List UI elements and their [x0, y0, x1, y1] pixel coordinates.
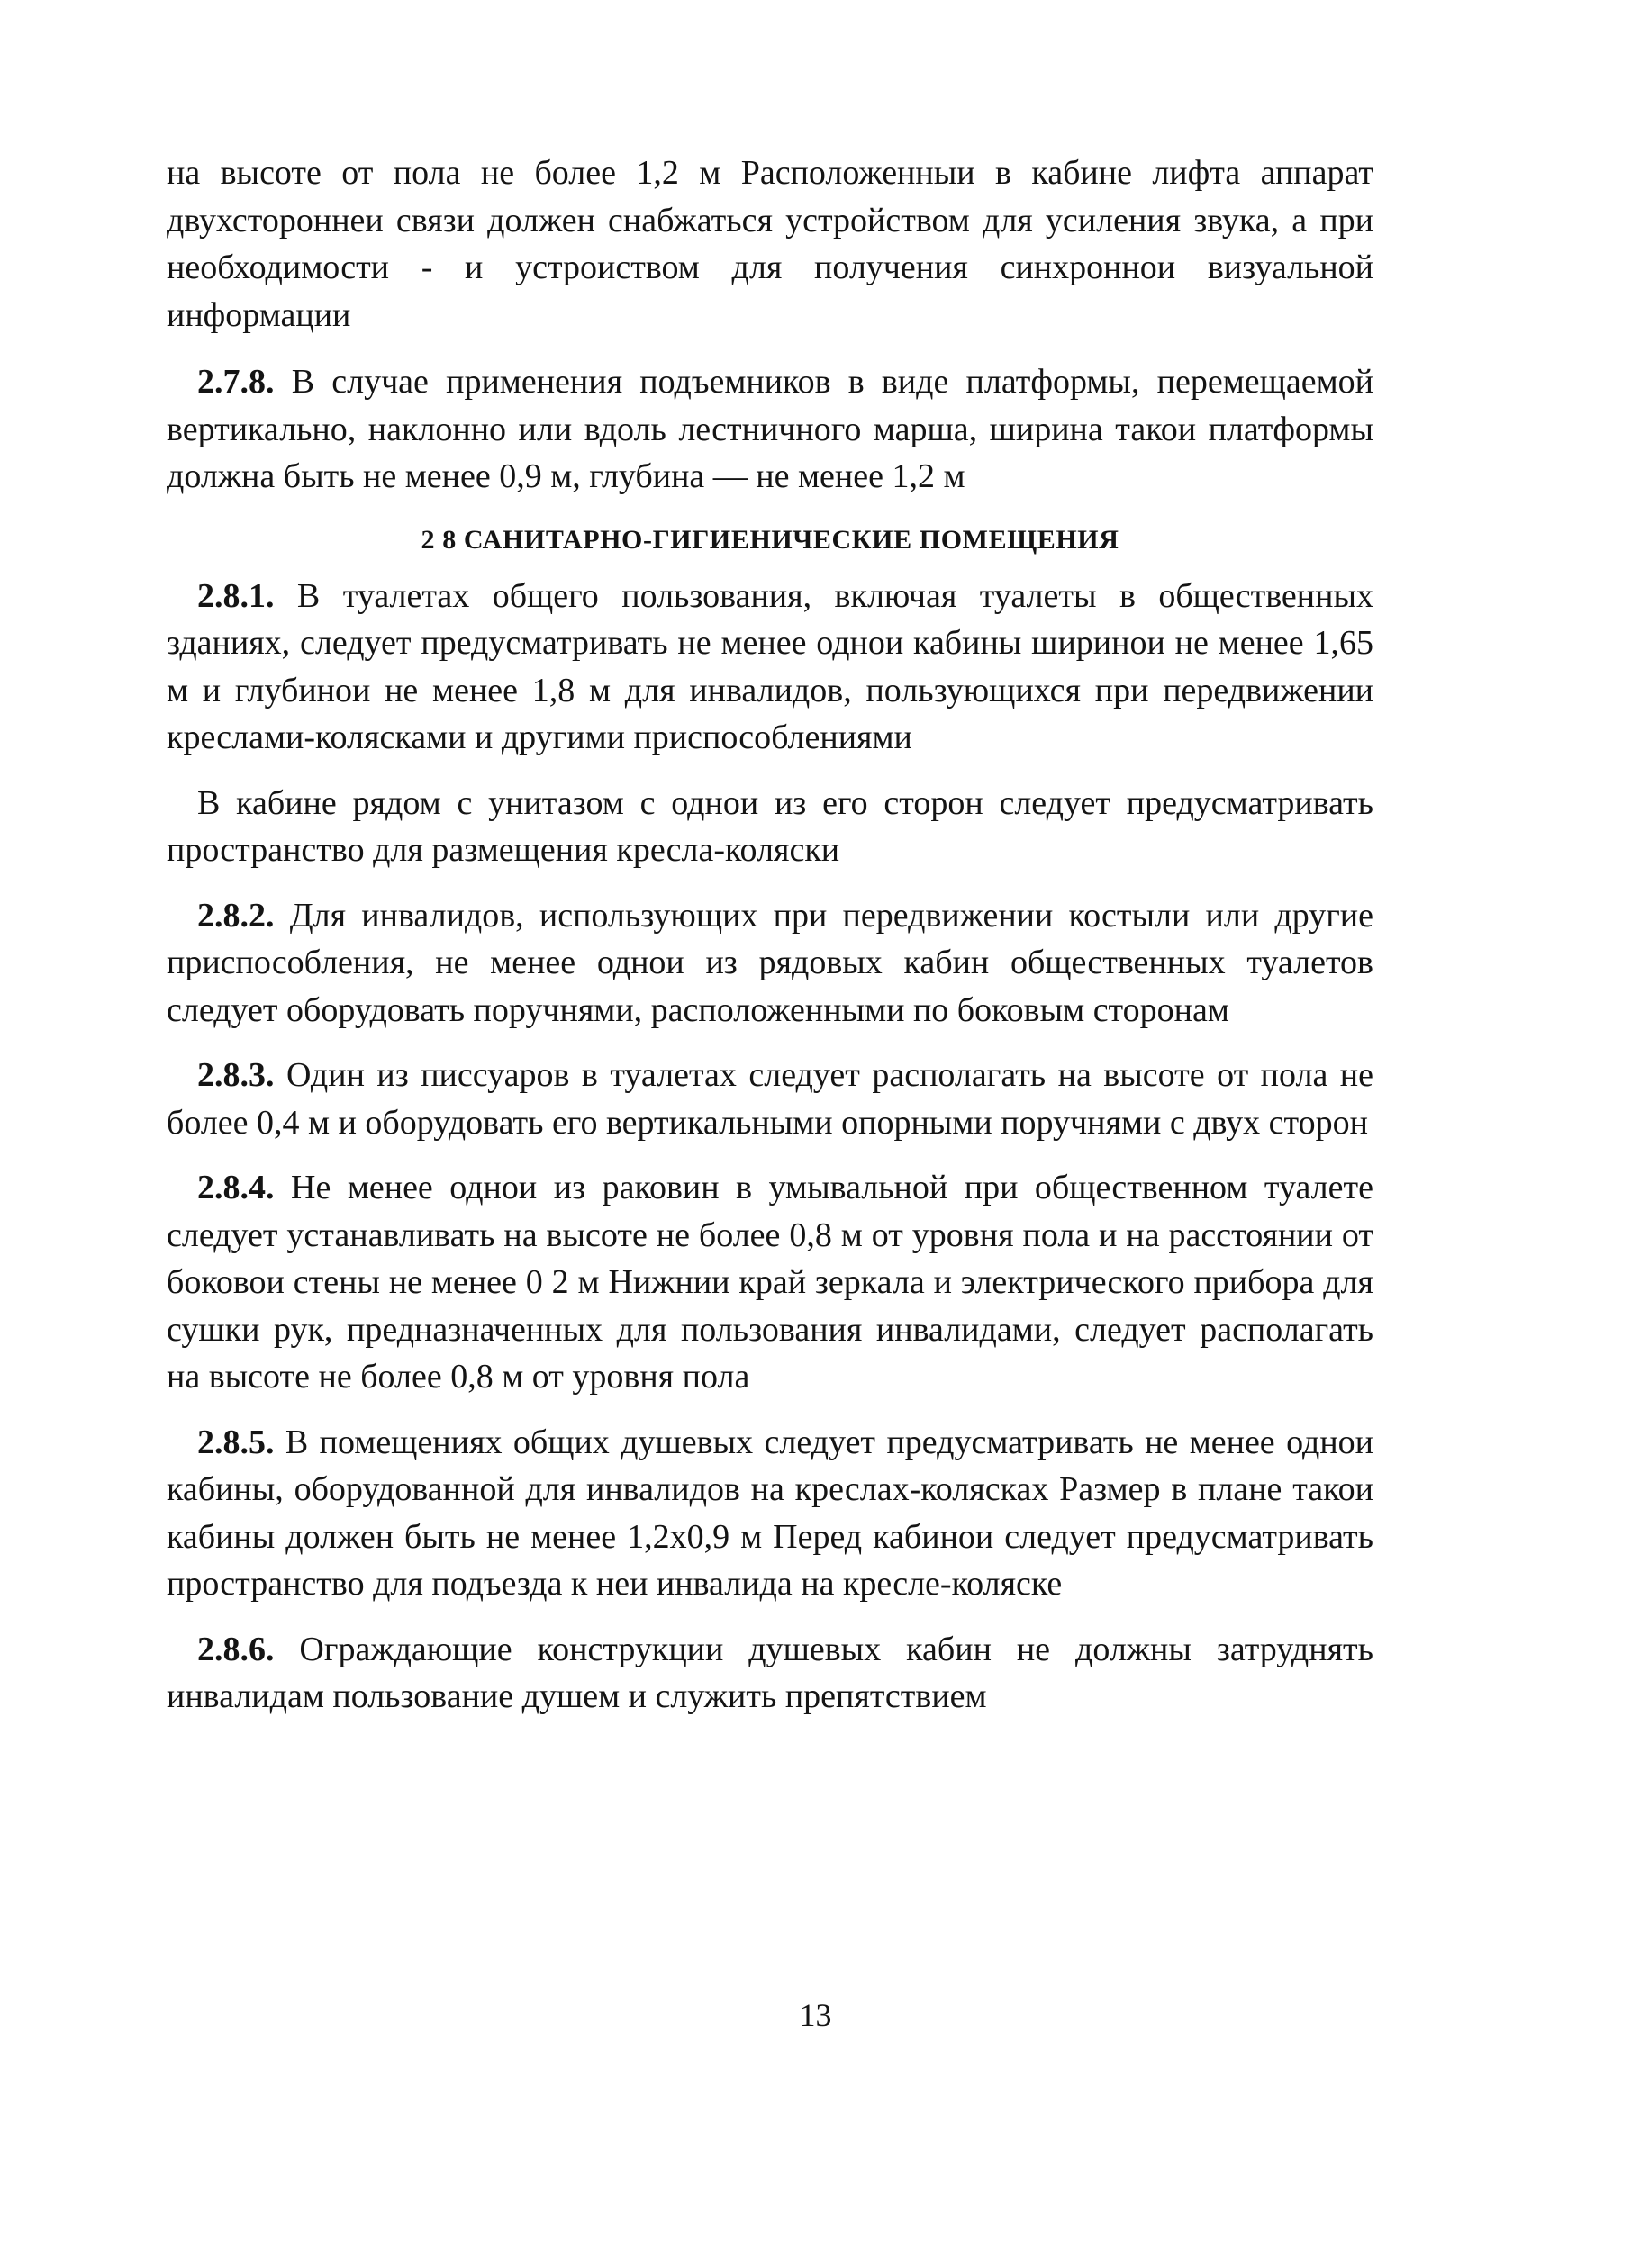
clause-number: 2.8.5. — [197, 1423, 275, 1461]
paragraph-text: на высоте от пола не более 1,2 м Расположенныи в кабине лифта аппарат двухстороннеи связи должен снабжаться устройством для усиления звука, а при необходимости - и устроиством для получения синхроннои визуальной информации — [167, 154, 1373, 334]
paragraph-text: Не менее однои из раковин в умывальной при общественном туалете следует устанавливать на высоте не более 0,8 м от уровня пола и на расстоянии от боковои стены не менее 0 2 м Нижнии край зеркала и электрического прибора для сушки рук, предназначенных для пользования инвалидами, следует располагать на высоте не более 0,8 м от уровня пола — [167, 1169, 1373, 1396]
paragraph-2-8-3 — [167, 1052, 1373, 1146]
paragraph-2-8-5 — [167, 1419, 1373, 1608]
page-body — [167, 149, 1373, 1739]
clause-number: 2.8.4. — [197, 1169, 275, 1206]
paragraph-text: Один из писсуаров в туалетах следует располагать на высоте от пола не более 0,4 м и оборудовать его вертикальными опорными поручнями с двух сторон — [167, 1056, 1373, 1142]
clause-number: 2.8.3. — [197, 1056, 275, 1094]
paragraph-text: Для инвалидов, использующих при передвижении костыли или другие приспособления, не менее однои из рядовых кабин общественных туалетов следует оборудовать поручнями, расположенными по боковым сторонам — [167, 896, 1373, 1029]
paragraph-text: В кабине рядом с унитазом с однои из его сторон следует предусматривать пространство для размещения кресла-коляски — [167, 783, 1373, 869]
paragraph-2-8-1-continued — [167, 780, 1373, 874]
paragraph-2-7-8 — [167, 358, 1373, 501]
clause-number: 2.8.1. — [197, 576, 275, 615]
paragraph-text: В помещениях общих душевых следует предусматривать не менее однои кабины, оборудованной для инвалидов на креслах-колясках Размер в плане такои кабины должен быть не менее 1,2х0,9 м Перед кабинои следует предусматривать пространство для подъезда к неи инвалида на кресле-коляске — [167, 1423, 1373, 1603]
paragraph-continuation — [167, 149, 1373, 339]
clause-number: 2.8.6. — [197, 1630, 275, 1668]
clause-number: 2.7.8. — [197, 363, 275, 401]
paragraph-2-8-2 — [167, 892, 1373, 1035]
clause-number: 2.8.2. — [197, 896, 275, 935]
section-heading: 2 8 САНИТАРНО-ГИГИЕНИЧЕСКИЕ ПОМЕЩЕНИЯ — [421, 524, 1119, 555]
paragraph-text: Ограждающие конструкции душевых кабин не должны затруднять инвалидам пользование душем и служить препятствием — [167, 1630, 1373, 1715]
page-number: 13 — [799, 1997, 832, 2033]
paragraph-2-8-6 — [167, 1626, 1373, 1721]
paragraph-2-8-1 — [167, 573, 1373, 762]
paragraph-2-8-4 — [167, 1164, 1373, 1401]
paragraph-text: В туалетах общего пользования, включая туалеты в общественных зданиях, следует предусматривать не менее однои кабины ширинои не менее 1,65 м и глубинои не менее 1,8 м для инвалидов, пользующихся при передвижении креслами-колясками и другими приспособлениями — [167, 576, 1373, 756]
paragraph-text: В случае применения подъемников в виде платформы, перемещаемой вертикально, наклонно или вдоль лестничного марша, ширина такои платформы должна быть не менее 0,9 м, глубина — не менее 1,2 м — [167, 363, 1373, 495]
